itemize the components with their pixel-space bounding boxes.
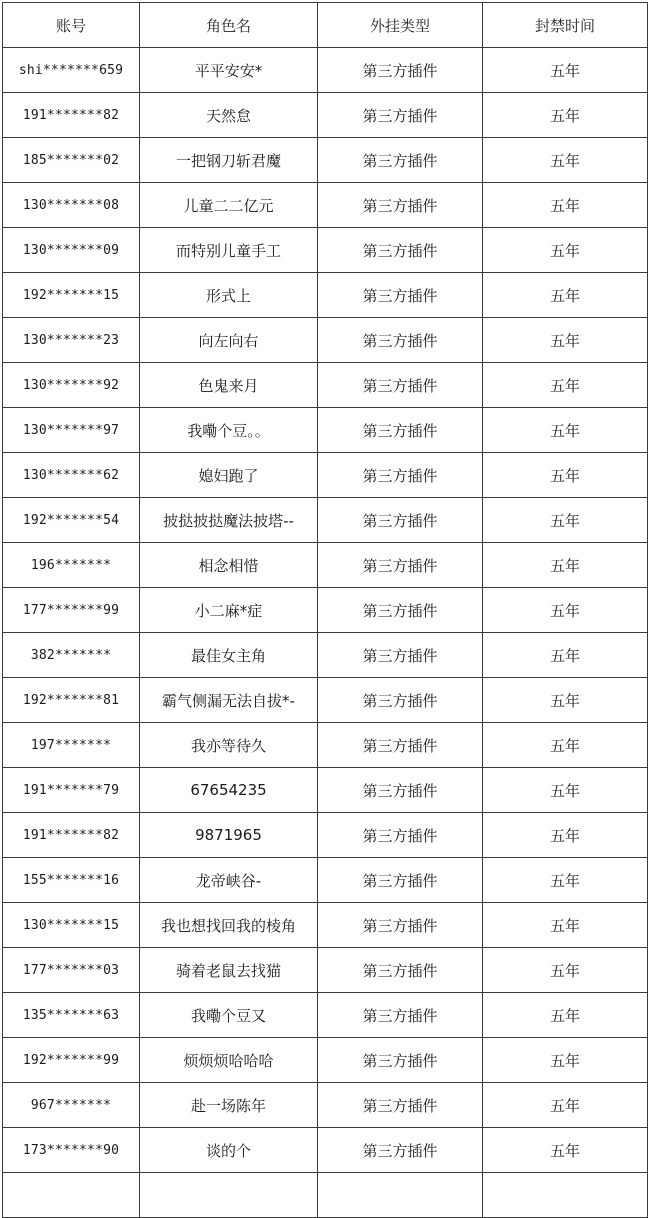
table-row bbox=[3, 948, 648, 993]
table-row bbox=[3, 138, 648, 183]
cell-ban-duration: 五年 bbox=[483, 633, 648, 678]
table-row bbox=[3, 1083, 648, 1128]
table-row bbox=[3, 678, 648, 723]
cell-account: 155*******16 bbox=[3, 858, 140, 903]
cell-ban-duration: 五年 bbox=[483, 93, 648, 138]
cell-cheat-type: 第三方插件 bbox=[318, 813, 483, 858]
cell-ban-duration: 五年 bbox=[483, 363, 648, 408]
cell-role-name: 我也想找回我的棱角 bbox=[140, 903, 318, 948]
cell-ban-duration: 五年 bbox=[483, 768, 648, 813]
cell-ban-duration: 五年 bbox=[483, 813, 648, 858]
table-row bbox=[3, 273, 648, 318]
cell-account: 130*******92 bbox=[3, 363, 140, 408]
cell-account: 191*******79 bbox=[3, 768, 140, 813]
table-row bbox=[3, 1173, 648, 1218]
table-row bbox=[3, 453, 648, 498]
cell-ban-duration: 五年 bbox=[483, 1128, 648, 1173]
cell-account: 130*******08 bbox=[3, 183, 140, 228]
header-account: 账号 bbox=[3, 3, 140, 48]
cell-cheat-type: 第三方插件 bbox=[318, 318, 483, 363]
table-row bbox=[3, 1128, 648, 1173]
header-role-name: 角色名 bbox=[140, 3, 318, 48]
cell-account: 130*******09 bbox=[3, 228, 140, 273]
table-row bbox=[3, 768, 648, 813]
table-row bbox=[3, 228, 648, 273]
cell-role-name: 形式上 bbox=[140, 273, 318, 318]
table-row bbox=[3, 543, 648, 588]
table-row bbox=[3, 858, 648, 903]
cell-role-name: 我嘞个豆。。 bbox=[140, 408, 318, 453]
cell-ban-duration: 五年 bbox=[483, 948, 648, 993]
cell-ban-duration bbox=[483, 1173, 648, 1218]
table-header-row bbox=[3, 3, 648, 48]
cell-cheat-type: 第三方插件 bbox=[318, 453, 483, 498]
cell-cheat-type: 第三方插件 bbox=[318, 1038, 483, 1083]
cell-cheat-type: 第三方插件 bbox=[318, 858, 483, 903]
cell-role-name: 赴一场陈年 bbox=[140, 1083, 318, 1128]
cell-cheat-type: 第三方插件 bbox=[318, 768, 483, 813]
cell-role-name: 天然怠 bbox=[140, 93, 318, 138]
cell-account: 196******* bbox=[3, 543, 140, 588]
cell-cheat-type: 第三方插件 bbox=[318, 498, 483, 543]
cell-cheat-type: 第三方插件 bbox=[318, 993, 483, 1038]
cell-role-name: 我嘞个豆又 bbox=[140, 993, 318, 1038]
cell-role-name: 媳妇跑了 bbox=[140, 453, 318, 498]
cell-account: 177*******99 bbox=[3, 588, 140, 633]
cell-account: 135*******63 bbox=[3, 993, 140, 1038]
cell-cheat-type: 第三方插件 bbox=[318, 1083, 483, 1128]
cell-role-name: 最佳女主角 bbox=[140, 633, 318, 678]
table-row bbox=[3, 183, 648, 228]
cell-cheat-type: 第三方插件 bbox=[318, 588, 483, 633]
cell-ban-duration: 五年 bbox=[483, 858, 648, 903]
cell-ban-duration: 五年 bbox=[483, 993, 648, 1038]
cell-ban-duration: 五年 bbox=[483, 678, 648, 723]
cell-ban-duration: 五年 bbox=[483, 1038, 648, 1083]
cell-account: 177*******03 bbox=[3, 948, 140, 993]
cell-role-name: 色鬼来月 bbox=[140, 363, 318, 408]
cell-cheat-type: 第三方插件 bbox=[318, 48, 483, 93]
cell-cheat-type: 第三方插件 bbox=[318, 723, 483, 768]
cell-account: 192*******99 bbox=[3, 1038, 140, 1083]
cell-cheat-type: 第三方插件 bbox=[318, 228, 483, 273]
table-row bbox=[3, 633, 648, 678]
cell-cheat-type: 第三方插件 bbox=[318, 363, 483, 408]
cell-role-name: 一把钢刀斩君魔 bbox=[140, 138, 318, 183]
cell-ban-duration: 五年 bbox=[483, 318, 648, 363]
cell-account: 130*******97 bbox=[3, 408, 140, 453]
cell-account bbox=[3, 1173, 140, 1218]
cell-account: 197******* bbox=[3, 723, 140, 768]
cell-cheat-type: 第三方插件 bbox=[318, 678, 483, 723]
cell-account: 967******* bbox=[3, 1083, 140, 1128]
cell-account: 192*******81 bbox=[3, 678, 140, 723]
cell-ban-duration: 五年 bbox=[483, 543, 648, 588]
cell-account: 130*******15 bbox=[3, 903, 140, 948]
cell-cheat-type: 第三方插件 bbox=[318, 138, 483, 183]
table-row bbox=[3, 813, 648, 858]
cell-role-name: 我亦等待久 bbox=[140, 723, 318, 768]
table-row bbox=[3, 1038, 648, 1083]
cell-ban-duration: 五年 bbox=[483, 453, 648, 498]
cell-account: 382******* bbox=[3, 633, 140, 678]
cell-role-name: 平平安安* bbox=[140, 48, 318, 93]
cell-role-name: 9871965 bbox=[140, 813, 318, 858]
cell-ban-duration: 五年 bbox=[483, 498, 648, 543]
cell-ban-duration: 五年 bbox=[483, 903, 648, 948]
table-row bbox=[3, 48, 648, 93]
cell-account: 185*******02 bbox=[3, 138, 140, 183]
cell-role-name: 龙帝峡谷- bbox=[140, 858, 318, 903]
table-row bbox=[3, 723, 648, 768]
cell-ban-duration: 五年 bbox=[483, 273, 648, 318]
cell-role-name: 儿童二二亿元 bbox=[140, 183, 318, 228]
cell-cheat-type: 第三方插件 bbox=[318, 408, 483, 453]
cell-role-name: 而特别儿童手工 bbox=[140, 228, 318, 273]
cell-account: 130*******62 bbox=[3, 453, 140, 498]
cell-role-name: 相念相惜 bbox=[140, 543, 318, 588]
cell-role-name: 谈的个 bbox=[140, 1128, 318, 1173]
cell-role-name: 骑着老鼠去找猫 bbox=[140, 948, 318, 993]
cell-role-name: 霸气侧漏无法自拔*- bbox=[140, 678, 318, 723]
cell-cheat-type: 第三方插件 bbox=[318, 633, 483, 678]
cell-ban-duration: 五年 bbox=[483, 48, 648, 93]
cell-ban-duration: 五年 bbox=[483, 723, 648, 768]
cell-role-name: 67654235 bbox=[140, 768, 318, 813]
table-row bbox=[3, 363, 648, 408]
cell-ban-duration: 五年 bbox=[483, 408, 648, 453]
cell-cheat-type: 第三方插件 bbox=[318, 183, 483, 228]
cell-role-name: 烦烦烦哈哈哈 bbox=[140, 1038, 318, 1083]
ban-list-table bbox=[2, 2, 648, 1218]
cell-ban-duration: 五年 bbox=[483, 183, 648, 228]
table-row bbox=[3, 408, 648, 453]
cell-account: 130*******23 bbox=[3, 318, 140, 363]
table-row bbox=[3, 498, 648, 543]
cell-cheat-type: 第三方插件 bbox=[318, 1128, 483, 1173]
header-cheat-type: 外挂类型 bbox=[318, 3, 483, 48]
table-body bbox=[3, 48, 648, 1218]
cell-role-name: 向左向右 bbox=[140, 318, 318, 363]
cell-ban-duration: 五年 bbox=[483, 228, 648, 273]
cell-role-name: 小二麻*症 bbox=[140, 588, 318, 633]
cell-cheat-type: 第三方插件 bbox=[318, 543, 483, 588]
cell-account: 173*******90 bbox=[3, 1128, 140, 1173]
table-row bbox=[3, 993, 648, 1038]
cell-ban-duration: 五年 bbox=[483, 138, 648, 183]
cell-ban-duration: 五年 bbox=[483, 1083, 648, 1128]
cell-cheat-type: 第三方插件 bbox=[318, 93, 483, 138]
cell-cheat-type: 第三方插件 bbox=[318, 903, 483, 948]
cell-account: 192*******15 bbox=[3, 273, 140, 318]
cell-account: 192*******54 bbox=[3, 498, 140, 543]
cell-cheat-type: 第三方插件 bbox=[318, 273, 483, 318]
cell-cheat-type bbox=[318, 1173, 483, 1218]
cell-cheat-type: 第三方插件 bbox=[318, 948, 483, 993]
cell-role-name: 披挞披挞魔法披塔-- bbox=[140, 498, 318, 543]
table-row bbox=[3, 318, 648, 363]
cell-account: 191*******82 bbox=[3, 93, 140, 138]
cell-account: 191*******82 bbox=[3, 813, 140, 858]
cell-account: shi*******659 bbox=[3, 48, 140, 93]
table-row bbox=[3, 93, 648, 138]
cell-ban-duration: 五年 bbox=[483, 588, 648, 633]
table-row bbox=[3, 903, 648, 948]
table-row bbox=[3, 588, 648, 633]
header-ban-duration: 封禁时间 bbox=[483, 3, 648, 48]
cell-role-name bbox=[140, 1173, 318, 1218]
